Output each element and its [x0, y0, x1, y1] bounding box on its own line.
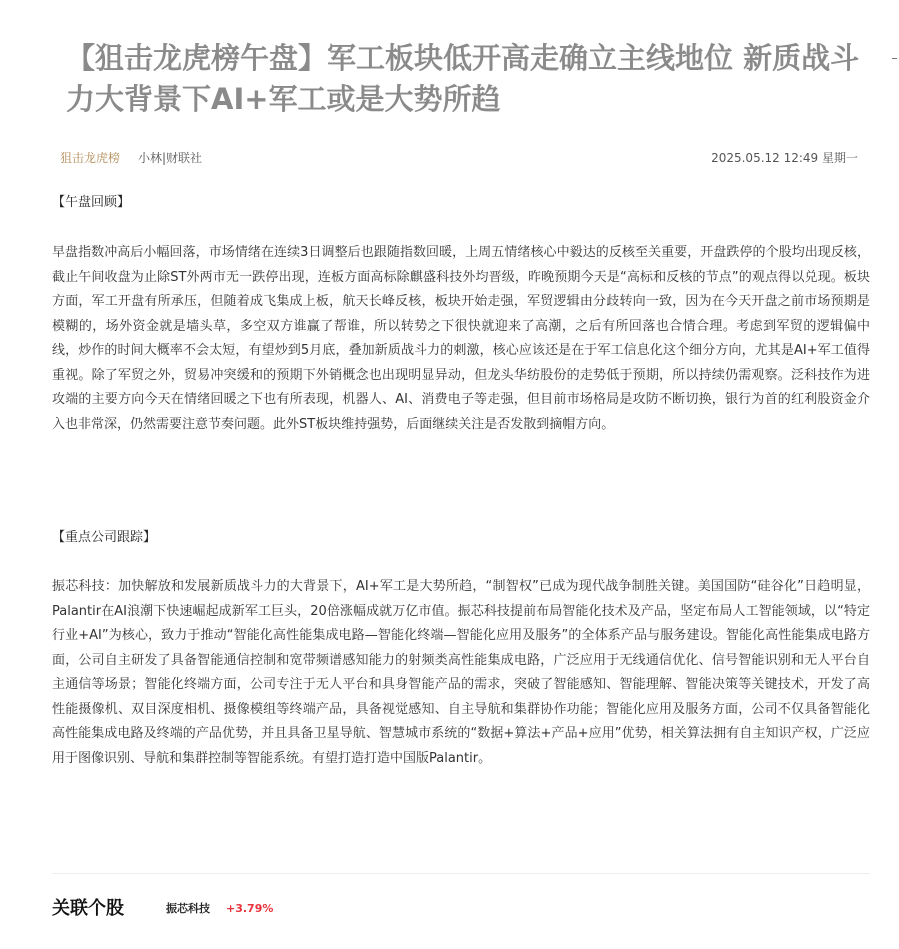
- edge-mark: [892, 58, 897, 59]
- section-body-company-tracking: 振芯科技：加快解放和发展新质战斗力的大背景下，AI+军工是大势所趋，“制智权”已成为现代战争制胜关键。美国国防“硅谷化”日趋明显，Palantir在AI浪潮下快速崛起成新军工巨头，20倍涨幅成就万亿市值。振芯科技提前布局智能化技术及产品，坚定布局人工智能领域，以“特定行业+AI”为核心，致力于推动“智能化高性能集成电路—智能化终端—智能化应用及服务”的全体系产品与服务建设。智能化高性能集成电路方面，公司自主研发了具备智能通信控制和宽带频谱感知能力的射频类高性能集成电路，广泛应用于无线通信优化、信号智能识别和无人平台自主通信等场景；智能化终端方面，公司专注于无人平台和具身智能产品的需求，突破了智能感知、智能理解、智能决策等关键技术，开发了高性能摄像机、双目深度相机、摄像模组等终端产品，具备视觉感知、自主导航和集群协作功能；智能化应用及服务方面，公司不仅具备智能化高性能集成电路及终端的产品优势，并且具备卫星导航、智慧城市系统的“数据+算法+产品+应用”优势，相关算法拥有自主知识产权，广泛应用于图像识别、导航和集群控制等智能系统。有望打造打造中国版Palantir。: [52, 579, 870, 766]
- divider: [52, 873, 870, 874]
- publish-datetime: 2025.05.12 12:49 星期一: [711, 151, 858, 165]
- stock-change-badge: +3.79%: [226, 902, 274, 915]
- section-body-midday-review: 早盘指数冲高后小幅回落，市场情绪在连续3日调整后也跟随指数回暖，上周五情绪核心中毅达的反核至关重要，开盘跌停的个股均出现反核，截止午间收盘为止除ST外两市无一跌停出现，连板方面高标除麒盛科技外均晋级，昨晚预期今天是“高标和反核的节点”的观点得以兑现。板块方面，军工开盘有所承压，但随着成飞集成上板，航天长峰反核，板块开始走强，军贸逻辑由分歧转向一致，因为在今天开盘之前市场预期是模糊的，场外资金就是墙头草，多空双方谁赢了帮谁，所以转势之下很快就迎来了高潮，之后有所回落也合情合理。考虑到军贸的逻辑偏中线，炒作的时间大概率不会太短，有望炒到5月底，叠加新质战斗力的刺激，核心应该还是在于军工信息化这个细分方向，尤其是AI+军工值得重视。除了军贸之外，贸易冲突缓和的预期下外销概念也出现明显异动，但龙头华纺股份的走势低于预期，所以持续仍需观察。泛科技作为进攻端的主要方向今天在情绪回暖之下也有所表现，机器人、AI、消费电子等走强，但目前市场格局是攻防不断切换，银行为首的红利股资金介入也非常深，仍然需要注意节奏问题。此外ST板块维持强势，后面继续关注是否发散到摘帽方向。: [52, 245, 870, 432]
- stock-name-link[interactable]: 振芯科技: [166, 902, 210, 915]
- article-title: 【狙击龙虎榜午盘】军工板块低开高走确立主线地位 新质战斗力大背景下AI+军工或是大势所趋: [66, 41, 860, 116]
- article-meta: [60, 148, 860, 168]
- column-tag-link[interactable]: 狙击龙虎榜: [60, 151, 121, 165]
- related-stocks-title: 关联个股: [52, 898, 124, 919]
- section-heading-company-tracking: 【重点公司跟踪】: [52, 530, 157, 545]
- author-label: 小林|财联社: [138, 151, 203, 165]
- related-stocks: [52, 895, 870, 923]
- section-heading-midday-review: 【午盘回顾】: [52, 195, 131, 210]
